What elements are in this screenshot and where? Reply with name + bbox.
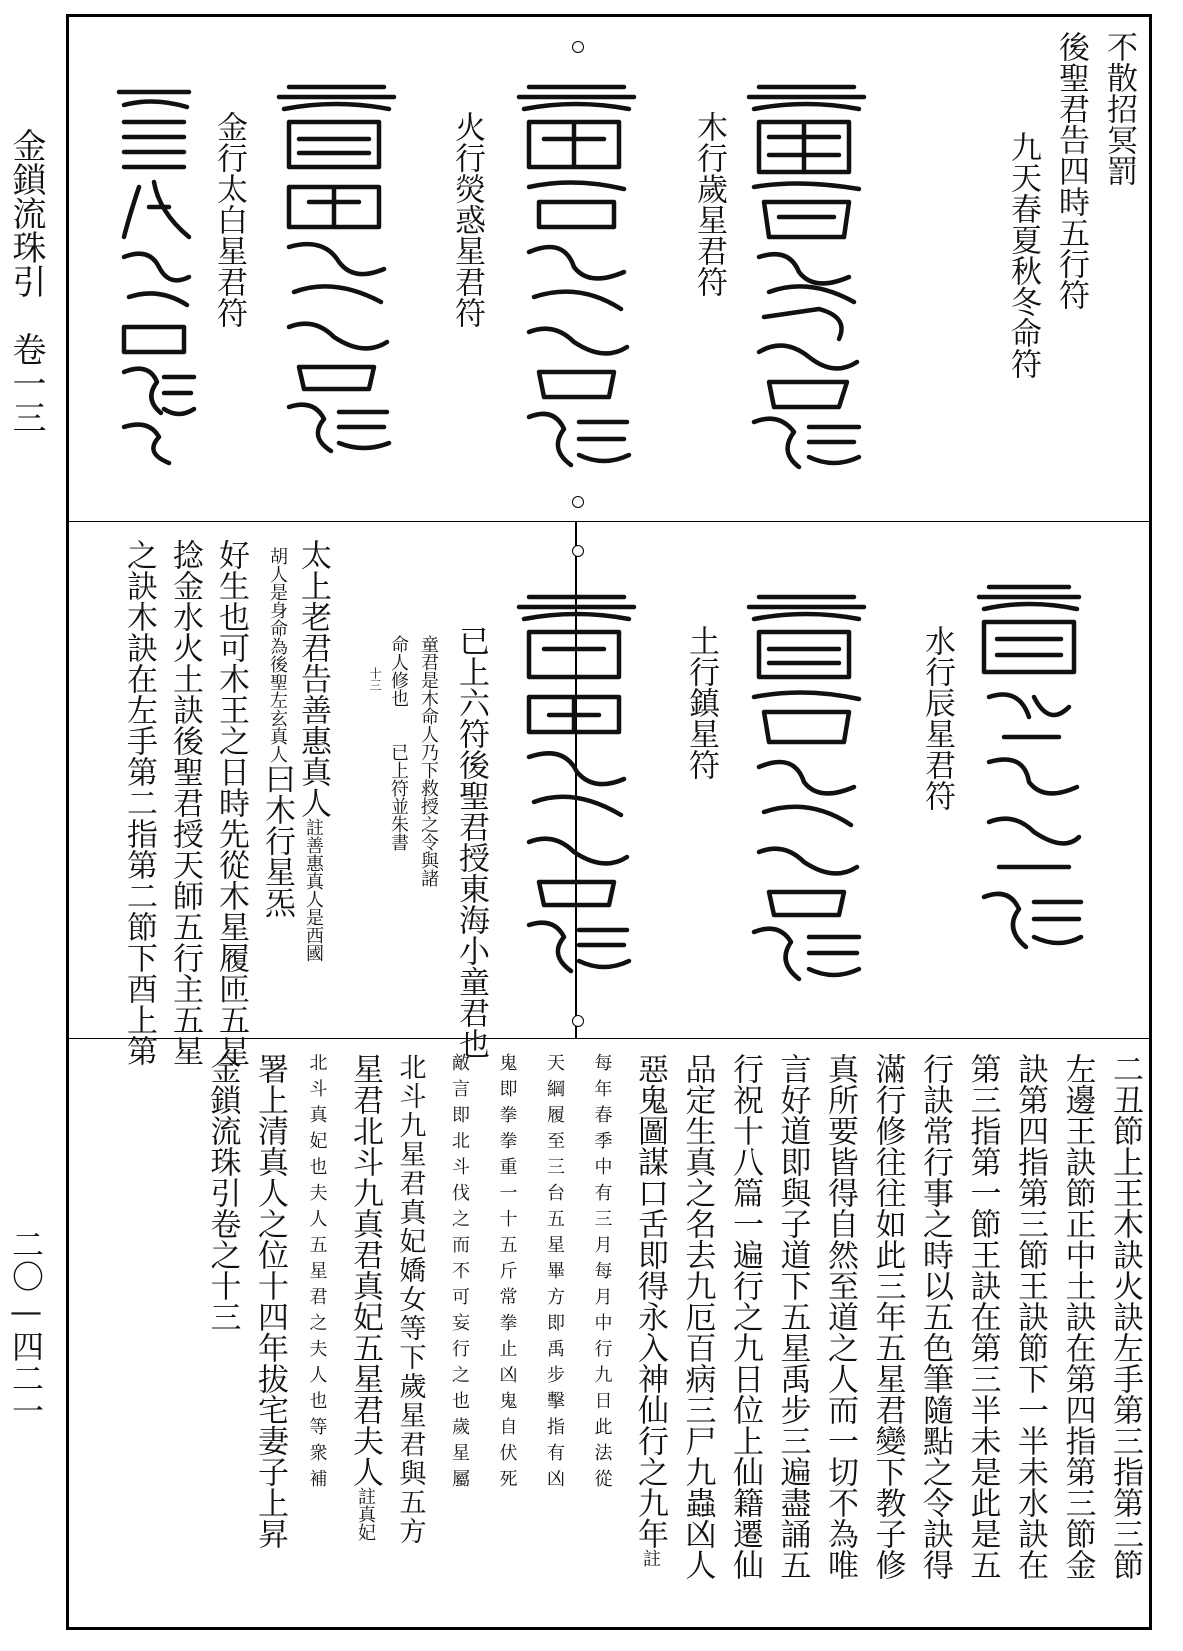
text-column: 北斗真妃也夫人五星君之夫人也等衆補: [306, 1053, 328, 1495]
passage-col: [257, 547, 297, 918]
text-column: 品定生真之名去九厄百病三尸九蟲凶人: [679, 1053, 716, 1580]
note-annotation: 童君是木命人乃下救授之令與諸: [418, 635, 439, 887]
talisman-water: [969, 577, 1089, 977]
note-annotation: 命人修也 已上符並朱書: [388, 635, 409, 851]
section-heading: 後聖君告四時五行符: [1053, 31, 1089, 310]
talisman-label-fire: 火行熒惑星君符: [449, 111, 485, 328]
passage-annotation: 胡人是身命為後聖左玄真人: [267, 547, 288, 763]
note-six-talismans: 已上六符後聖君授東海小童君也: [453, 625, 489, 1059]
passage-main: 曰木行星炁: [259, 763, 295, 918]
talisman-fire: [269, 77, 404, 457]
section-subheading: 九天春夏秋冬命符: [1005, 131, 1041, 379]
text-column: 滿行修往往如此三年五星君變下教子修: [869, 1053, 906, 1580]
text-column: 真所要皆得自然至道之人而一切不為唯: [822, 1053, 858, 1580]
talisman-label-water: 水行辰星君符: [919, 625, 955, 811]
ornament-circle: [572, 496, 584, 508]
passage-main: 太上老君告善惠真人: [295, 539, 331, 818]
text-column: 行訣常行事之時以五色筆隨點之令訣得: [917, 1053, 953, 1580]
talisman-label-earth: 土行鎮星符: [683, 625, 719, 780]
running-title: 金鎖流珠引 卷一三: [6, 128, 46, 434]
talisman-metal: [109, 77, 199, 467]
note-mark: 十三: [368, 667, 382, 691]
talisman-label-wood: 木行歲星君符: [691, 111, 727, 297]
intro-line: 不散招冥罰: [1101, 31, 1137, 186]
text-column: 署上清真人之位十四年拔宅妻子上昇: [252, 1053, 288, 1549]
passage-annotation: 註善惠真人是西國: [303, 818, 324, 962]
text-column: 金鎖流珠引卷之十三: [204, 1053, 241, 1332]
text-column: 星君北斗九真君真妃五星君夫人註真妃: [347, 1053, 383, 1541]
text-column: 鬼即拳拳重一十五斤常拳止凶鬼自伏死: [496, 1053, 518, 1495]
talisman-earth: [509, 587, 644, 987]
text-column: 北斗九星君真妃嬌女等下歲星君與五方: [394, 1053, 426, 1546]
text-column: 每年春季中有三月每月中行九日此法從: [591, 1053, 613, 1495]
talisman-wood: [509, 77, 644, 477]
text-column: 言好道即與子道下五星禹步三遍盡誦五: [774, 1053, 811, 1580]
passage-col: 之訣木訣在左手第二指第二節下酉上第: [121, 539, 157, 1066]
passage-col: 捻金水火土訣後聖君授天師五行主五星: [167, 539, 203, 1066]
text-column: 天綱履至三台五星畢方即禹步擊指有凶: [544, 1053, 565, 1495]
talisman-label-metal: 金行太白星君符: [211, 111, 247, 328]
page-number: 二〇—四二一: [7, 1228, 45, 1426]
page-frame: [66, 14, 1152, 1630]
text-column: 惡鬼圖謀口舌即得永入神仙行之九年註: [632, 1053, 668, 1567]
text-column: 訣第四指第三節王訣節下一半未水訣在: [1012, 1053, 1048, 1580]
text-column: 左邊王訣節正中土訣在第四指第三節金: [1059, 1053, 1096, 1580]
text-column: 行祝十八篇一遍行之九日位上仙籍遷仙: [727, 1053, 763, 1580]
passage-col: [293, 539, 333, 962]
ornament-circle: [572, 545, 584, 557]
talisman-seasons: [739, 77, 874, 477]
inline-annotation: 註: [640, 1549, 661, 1567]
passage-col: 好生也可木王之日時先從木星履匝五星: [213, 539, 249, 1066]
text-column: 二丑節上王木訣火訣左手第三指第三節: [1107, 1053, 1143, 1580]
inline-annotation: 註真妃: [355, 1487, 376, 1541]
ornament-circle: [572, 41, 584, 53]
ornament-circle: [572, 1015, 584, 1027]
panel-divider-top: [69, 521, 1149, 522]
text-column: 敵言即北斗伐之而不可妄行之也歲星屬: [449, 1053, 470, 1495]
talisman-water-main: [739, 587, 874, 987]
text-column: 第三指第一節王訣在第三半未是此是五: [964, 1053, 1001, 1580]
